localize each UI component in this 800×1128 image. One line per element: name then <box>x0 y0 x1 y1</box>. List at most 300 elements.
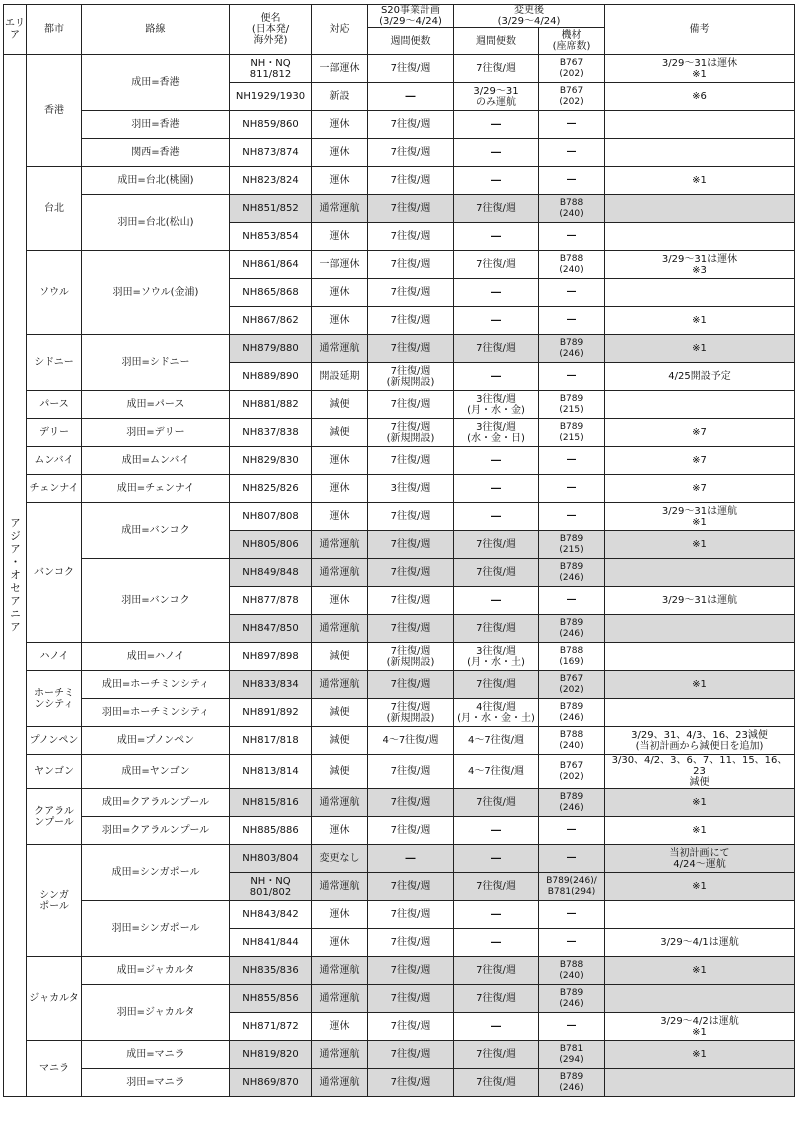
aircraft-cell: ― <box>539 223 605 251</box>
action-cell: 運休 <box>312 1013 368 1041</box>
table-row <box>4 335 795 363</box>
remarks-cell <box>605 195 795 223</box>
plan-cell: 7往復/週 <box>368 957 454 985</box>
city-cell: パース <box>27 391 82 419</box>
flight-cell: NH879/880 <box>230 335 312 363</box>
header-after-weekly: 週間便数 <box>454 28 539 55</box>
table-row <box>4 55 795 83</box>
city-cell: プノンペン <box>27 727 82 755</box>
route-cell: 羽田=香港 <box>82 111 230 139</box>
city-cell: ハノイ <box>27 643 82 671</box>
remarks-cell: ※6 <box>605 83 795 111</box>
after-cell: 7往復/週 <box>454 55 539 83</box>
aircraft-cell: B789 (215) <box>539 531 605 559</box>
after-cell: 7往復/週 <box>454 789 539 817</box>
aircraft-cell: ― <box>539 587 605 615</box>
action-cell: 通常運航 <box>312 671 368 699</box>
after-cell: 7往復/週 <box>454 985 539 1013</box>
aircraft-cell: B789 (246) <box>539 789 605 817</box>
aircraft-cell: ― <box>539 1013 605 1041</box>
remarks-cell: 3/29～31は運休 ※3 <box>605 251 795 279</box>
remarks-cell <box>605 279 795 307</box>
action-cell: 通常運航 <box>312 335 368 363</box>
after-cell: 7往復/週 <box>454 1069 539 1097</box>
action-cell: 運休 <box>312 447 368 475</box>
flight-cell: NH855/856 <box>230 985 312 1013</box>
flight-cell: NH817/818 <box>230 727 312 755</box>
after-cell: ― <box>454 447 539 475</box>
city-cell: マニラ <box>27 1041 82 1097</box>
route-cell: 成田=マニラ <box>82 1041 230 1069</box>
table-row <box>4 391 795 419</box>
remarks-cell <box>605 391 795 419</box>
after-cell: ― <box>454 223 539 251</box>
action-cell: 通常運航 <box>312 789 368 817</box>
plan-cell: 7往復/週 <box>368 139 454 167</box>
route-cell: 成田=ヤンゴン <box>82 755 230 789</box>
table-row <box>4 699 795 727</box>
after-cell: ― <box>454 587 539 615</box>
action-cell: 通常運航 <box>312 615 368 643</box>
plan-cell: 7往復/週 <box>368 587 454 615</box>
header-aircraft: 機材 (座席数) <box>539 28 605 55</box>
after-cell: ― <box>454 503 539 531</box>
aircraft-cell: B789 (246) <box>539 985 605 1013</box>
plan-cell: 7往復/週 <box>368 251 454 279</box>
flight-cell: NH837/838 <box>230 419 312 447</box>
area-cell: アジア・オセアニア <box>4 55 27 1097</box>
plan-cell: 7往復/週 (新規開設) <box>368 643 454 671</box>
aircraft-cell: ― <box>539 139 605 167</box>
aircraft-cell: ― <box>539 167 605 195</box>
route-cell: 成田=ホーチミンシティ <box>82 671 230 699</box>
remarks-cell: ※7 <box>605 419 795 447</box>
route-cell: 成田=ムンバイ <box>82 447 230 475</box>
aircraft-cell: ― <box>539 111 605 139</box>
flight-cell: NH859/860 <box>230 111 312 139</box>
after-cell: 7往復/週 <box>454 615 539 643</box>
action-cell: 通常運航 <box>312 1069 368 1097</box>
plan-cell: ― <box>368 845 454 873</box>
flight-cell: NH813/814 <box>230 755 312 789</box>
remarks-cell: ※1 <box>605 167 795 195</box>
flight-cell: NH867/862 <box>230 307 312 335</box>
aircraft-cell: ― <box>539 845 605 873</box>
header-after: 変更後 (3/29～4/24) <box>454 5 605 28</box>
flight-cell: NH825/826 <box>230 475 312 503</box>
flight-cell: NH807/808 <box>230 503 312 531</box>
action-cell: 減便 <box>312 391 368 419</box>
plan-cell: 7往復/週 <box>368 985 454 1013</box>
header-route: 路線 <box>82 5 230 55</box>
header-plan: S20事業計画 (3/29～4/24) <box>368 5 454 28</box>
table-row <box>4 755 795 789</box>
remarks-cell: ※1 <box>605 671 795 699</box>
flight-cell: NH833/834 <box>230 671 312 699</box>
plan-cell: 7往復/週 <box>368 671 454 699</box>
remarks-cell: 3/29～31は運航 <box>605 587 795 615</box>
city-cell: チェンナイ <box>27 475 82 503</box>
remarks-cell: ※7 <box>605 475 795 503</box>
flight-cell: NH871/872 <box>230 1013 312 1041</box>
city-cell: ジャカルタ <box>27 957 82 1041</box>
table-row <box>4 957 795 985</box>
plan-cell: 7往復/週 <box>368 335 454 363</box>
remarks-cell <box>605 985 795 1013</box>
header-city: 都市 <box>27 5 82 55</box>
plan-cell: 7往復/週 <box>368 1069 454 1097</box>
remarks-cell: 3/29～31は運休 ※1 <box>605 55 795 83</box>
flight-cell: NH885/886 <box>230 817 312 845</box>
aircraft-cell: B789 (215) <box>539 419 605 447</box>
remarks-cell: 3/30、4/2、3、6、7、11、15、16、23 減便 <box>605 755 795 789</box>
action-cell: 運休 <box>312 307 368 335</box>
remarks-cell: ※7 <box>605 447 795 475</box>
flight-cell: NH873/874 <box>230 139 312 167</box>
table-row <box>4 559 795 587</box>
flight-cell: NH819/820 <box>230 1041 312 1069</box>
after-cell: 7往復/週 <box>454 195 539 223</box>
flight-cell: NH823/824 <box>230 167 312 195</box>
plan-cell: 7往復/週 <box>368 789 454 817</box>
action-cell: 運休 <box>312 503 368 531</box>
remarks-cell: ※1 <box>605 307 795 335</box>
flight-schedule-table <box>3 4 795 1097</box>
plan-cell: 7往復/週 <box>368 559 454 587</box>
after-cell: ― <box>454 1013 539 1041</box>
plan-cell: 7往復/週 (新規開設) <box>368 699 454 727</box>
action-cell: 運休 <box>312 279 368 307</box>
city-cell: 香港 <box>27 55 82 167</box>
remarks-cell <box>605 615 795 643</box>
plan-cell: 7往復/週 <box>368 1041 454 1069</box>
plan-cell: 7往復/週 <box>368 615 454 643</box>
table-row <box>4 901 795 929</box>
aircraft-cell: B789 (246) <box>539 335 605 363</box>
flight-cell: NH853/854 <box>230 223 312 251</box>
route-cell: 成田=香港 <box>82 55 230 111</box>
remarks-cell: ※1 <box>605 957 795 985</box>
table-row <box>4 845 795 873</box>
flight-cell: NH891/892 <box>230 699 312 727</box>
route-cell: 羽田=ホーチミンシティ <box>82 699 230 727</box>
aircraft-cell: B788 (240) <box>539 957 605 985</box>
aircraft-cell: B789 (246) <box>539 559 605 587</box>
aircraft-cell: ― <box>539 929 605 957</box>
action-cell: 運休 <box>312 139 368 167</box>
route-cell: 成田=クアラルンプール <box>82 789 230 817</box>
after-cell: ― <box>454 363 539 391</box>
after-cell: 4～7往復/週 <box>454 727 539 755</box>
aircraft-cell: ― <box>539 901 605 929</box>
flight-cell: NH1929/1930 <box>230 83 312 111</box>
aircraft-cell: B788 (169) <box>539 643 605 671</box>
city-cell: ムンバイ <box>27 447 82 475</box>
aircraft-cell: B789 (246) <box>539 615 605 643</box>
action-cell: 運休 <box>312 901 368 929</box>
after-cell: 3/29～31 のみ運航 <box>454 83 539 111</box>
plan-cell: 7往復/週 <box>368 1013 454 1041</box>
table-row <box>4 985 795 1013</box>
table-row <box>4 671 795 699</box>
after-cell: 3往復/週 (月・水・土) <box>454 643 539 671</box>
plan-cell: 7往復/週 <box>368 195 454 223</box>
flight-cell: NH835/836 <box>230 957 312 985</box>
route-cell: 羽田=シドニー <box>82 335 230 391</box>
remarks-cell: ※1 <box>605 335 795 363</box>
table-row <box>4 167 795 195</box>
after-cell: 4～7往復/週 <box>454 755 539 789</box>
plan-cell: 7往復/週 <box>368 391 454 419</box>
table-row <box>4 419 795 447</box>
flight-cell: NH843/842 <box>230 901 312 929</box>
route-cell: 羽田=台北(松山) <box>82 195 230 251</box>
city-cell: シンガ ポール <box>27 845 82 957</box>
aircraft-cell: B789 (246) <box>539 699 605 727</box>
table-row <box>4 251 795 279</box>
route-cell: 成田=ジャカルタ <box>82 957 230 985</box>
action-cell: 運休 <box>312 929 368 957</box>
route-cell: 羽田=マニラ <box>82 1069 230 1097</box>
header-action: 対応 <box>312 5 368 55</box>
flight-cell: NH877/878 <box>230 587 312 615</box>
aircraft-cell: B788 (240) <box>539 195 605 223</box>
route-cell: 羽田=ソウル(金浦) <box>82 251 230 335</box>
after-cell: ― <box>454 139 539 167</box>
after-cell: ― <box>454 279 539 307</box>
plan-cell: 7往復/週 (新規開設) <box>368 419 454 447</box>
after-cell: 7往復/週 <box>454 873 539 901</box>
after-cell: 7往復/週 <box>454 1041 539 1069</box>
table-row <box>4 111 795 139</box>
flight-cell: NH851/852 <box>230 195 312 223</box>
route-cell: 成田=ハノイ <box>82 643 230 671</box>
action-cell: 減便 <box>312 419 368 447</box>
remarks-cell: 当初計画にて 4/24～運航 <box>605 845 795 873</box>
action-cell: 新設 <box>312 83 368 111</box>
plan-cell: 7往復/週 <box>368 531 454 559</box>
route-cell: 羽田=バンコク <box>82 559 230 643</box>
plan-cell: 7往復/週 <box>368 223 454 251</box>
route-cell: 羽田=デリー <box>82 419 230 447</box>
remarks-cell: ※1 <box>605 873 795 901</box>
plan-cell: 7往復/週 <box>368 929 454 957</box>
plan-cell: 7往復/週 <box>368 503 454 531</box>
remarks-cell: 3/29～4/2は運航 ※1 <box>605 1013 795 1041</box>
aircraft-cell: ― <box>539 363 605 391</box>
remarks-cell <box>605 901 795 929</box>
aircraft-cell: B789 (246) <box>539 1069 605 1097</box>
remarks-cell: 3/29、31、4/3、16、23減便 (当初計画から減便日を追加) <box>605 727 795 755</box>
city-cell: ヤンゴン <box>27 755 82 789</box>
after-cell: 7往復/週 <box>454 559 539 587</box>
flight-cell: NH861/864 <box>230 251 312 279</box>
remarks-cell <box>605 223 795 251</box>
table-row <box>4 447 795 475</box>
after-cell: 7往復/週 <box>454 957 539 985</box>
table-row <box>4 195 795 223</box>
header-plan-weekly: 週間便数 <box>368 28 454 55</box>
action-cell: 運休 <box>312 475 368 503</box>
after-cell: ― <box>454 475 539 503</box>
aircraft-cell: ― <box>539 817 605 845</box>
table-row <box>4 475 795 503</box>
header-flight: 便名 (日本発/ 海外発) <box>230 5 312 55</box>
aircraft-cell: ― <box>539 475 605 503</box>
flight-cell: NH829/830 <box>230 447 312 475</box>
city-cell: デリー <box>27 419 82 447</box>
city-cell: バンコク <box>27 503 82 643</box>
city-cell: ホーチミ ンシティ <box>27 671 82 727</box>
city-cell: クアラル ンプール <box>27 789 82 845</box>
action-cell: 一部運休 <box>312 55 368 83</box>
after-cell: ― <box>454 929 539 957</box>
action-cell: 運休 <box>312 817 368 845</box>
flight-cell: NH・NQ 811/812 <box>230 55 312 83</box>
remarks-cell <box>605 1069 795 1097</box>
action-cell: 運休 <box>312 111 368 139</box>
aircraft-cell: B767 (202) <box>539 671 605 699</box>
flight-cell: NH815/816 <box>230 789 312 817</box>
after-cell: 7往復/週 <box>454 335 539 363</box>
flight-cell: NH881/882 <box>230 391 312 419</box>
plan-cell: 3往復/週 <box>368 475 454 503</box>
header-area <box>4 5 27 55</box>
header-remarks: 備考 <box>605 5 795 55</box>
after-cell: ― <box>454 167 539 195</box>
action-cell: 通常運航 <box>312 957 368 985</box>
action-cell: 運休 <box>312 223 368 251</box>
remarks-cell: 3/29～4/1は運航 <box>605 929 795 957</box>
city-cell: 台北 <box>27 167 82 251</box>
city-cell: ソウル <box>27 251 82 335</box>
route-cell: 羽田=ジャカルタ <box>82 985 230 1041</box>
action-cell: 運休 <box>312 587 368 615</box>
action-cell: 通常運航 <box>312 559 368 587</box>
after-cell: 7往復/週 <box>454 251 539 279</box>
table-row <box>4 727 795 755</box>
action-cell: 通常運航 <box>312 873 368 901</box>
flight-cell: NH803/804 <box>230 845 312 873</box>
after-cell: 7往復/週 <box>454 671 539 699</box>
after-cell: 3往復/週 (水・金・日) <box>454 419 539 447</box>
action-cell: 通常運航 <box>312 531 368 559</box>
table-row <box>4 1069 795 1097</box>
plan-cell: ― <box>368 83 454 111</box>
aircraft-cell: B789 (215) <box>539 391 605 419</box>
after-cell: ― <box>454 817 539 845</box>
aircraft-cell: ― <box>539 307 605 335</box>
action-cell: 減便 <box>312 643 368 671</box>
plan-cell: 7往復/週 <box>368 755 454 789</box>
flight-cell: NH847/850 <box>230 615 312 643</box>
action-cell: 減便 <box>312 727 368 755</box>
aircraft-cell: ― <box>539 503 605 531</box>
action-cell: 減便 <box>312 755 368 789</box>
remarks-cell <box>605 139 795 167</box>
remarks-cell: ※1 <box>605 789 795 817</box>
action-cell: 通常運航 <box>312 1041 368 1069</box>
plan-cell: 7往復/週 <box>368 55 454 83</box>
after-cell: ― <box>454 111 539 139</box>
aircraft-cell: B767 (202) <box>539 83 605 111</box>
plan-cell: 7往復/週 <box>368 901 454 929</box>
remarks-cell <box>605 699 795 727</box>
plan-cell: 7往復/週 <box>368 447 454 475</box>
aircraft-cell: B788 (240) <box>539 727 605 755</box>
flight-cell: NH897/898 <box>230 643 312 671</box>
remarks-cell <box>605 559 795 587</box>
route-cell: 羽田=クアラルンプール <box>82 817 230 845</box>
remarks-cell <box>605 643 795 671</box>
aircraft-cell: B789(246)/ B781(294) <box>539 873 605 901</box>
table-row <box>4 1041 795 1069</box>
plan-cell: 7往復/週 <box>368 279 454 307</box>
remarks-cell: ※1 <box>605 531 795 559</box>
route-cell: 成田=シンガポール <box>82 845 230 901</box>
table-row <box>4 817 795 845</box>
remarks-cell: ※1 <box>605 1041 795 1069</box>
plan-cell: 7往復/週 <box>368 167 454 195</box>
route-cell: 成田=台北(桃園) <box>82 167 230 195</box>
table-row <box>4 139 795 167</box>
plan-cell: 7往復/週 (新規開設) <box>368 363 454 391</box>
action-cell: 通常運航 <box>312 195 368 223</box>
action-cell: 運休 <box>312 167 368 195</box>
table-row <box>4 789 795 817</box>
after-cell: ― <box>454 845 539 873</box>
flight-cell: NH841/844 <box>230 929 312 957</box>
flight-cell: NH889/890 <box>230 363 312 391</box>
plan-cell: 7往復/週 <box>368 873 454 901</box>
flight-cell: NH805/806 <box>230 531 312 559</box>
remarks-cell: 3/29～31は運航 ※1 <box>605 503 795 531</box>
remarks-cell: 4/25開設予定 <box>605 363 795 391</box>
after-cell: 4往復/週 (月・水・金・土) <box>454 699 539 727</box>
table-row <box>4 643 795 671</box>
header-area-label: エリア <box>5 17 25 41</box>
route-cell: 成田=パース <box>82 391 230 419</box>
aircraft-cell: ― <box>539 279 605 307</box>
aircraft-cell: B767 (202) <box>539 755 605 789</box>
action-cell: 通常運航 <box>312 985 368 1013</box>
plan-cell: 7往復/週 <box>368 111 454 139</box>
plan-cell: 7往復/週 <box>368 307 454 335</box>
action-cell: 開設延期 <box>312 363 368 391</box>
aircraft-cell: B767 (202) <box>539 55 605 83</box>
route-cell: 羽田=シンガポール <box>82 901 230 957</box>
route-cell: 関西=香港 <box>82 139 230 167</box>
flight-cell: NH865/868 <box>230 279 312 307</box>
route-cell: 成田=プノンペン <box>82 727 230 755</box>
after-cell: ― <box>454 901 539 929</box>
flight-cell: NH869/870 <box>230 1069 312 1097</box>
table-row <box>4 503 795 531</box>
action-cell: 減便 <box>312 699 368 727</box>
flight-cell: NH849/848 <box>230 559 312 587</box>
after-cell: ― <box>454 307 539 335</box>
action-cell: 一部運休 <box>312 251 368 279</box>
flight-cell: NH・NQ 801/802 <box>230 873 312 901</box>
city-cell: シドニー <box>27 335 82 391</box>
remarks-cell: ※1 <box>605 817 795 845</box>
remarks-cell <box>605 111 795 139</box>
aircraft-cell: ― <box>539 447 605 475</box>
route-cell: 成田=チェンナイ <box>82 475 230 503</box>
after-cell: 7往復/週 <box>454 531 539 559</box>
aircraft-cell: B788 (240) <box>539 251 605 279</box>
after-cell: 3往復/週 (月・水・金) <box>454 391 539 419</box>
